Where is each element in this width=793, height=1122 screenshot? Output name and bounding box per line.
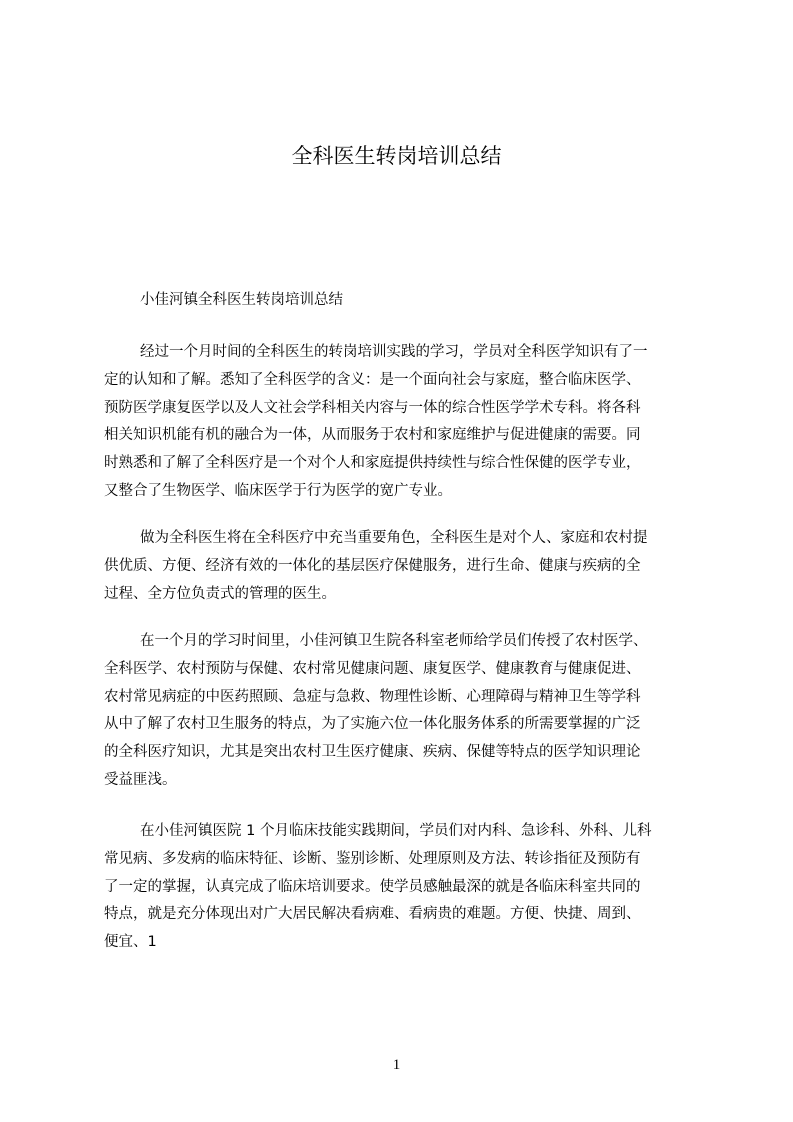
paragraph-line: 在小佳河镇医院 1 个月临床技能实践期间，学员们对内科、急诊科、外科、儿科 — [140, 823, 652, 839]
paragraph-1 — [104, 342, 704, 509]
paragraph-line: 相关知识机能有机的融合为一体，从而服务于农村和家庭维护与促进健康的需要。同 — [104, 427, 641, 444]
paragraph-4 — [104, 821, 704, 960]
paragraph-line: 从中了解了农村卫生服务的特点，为了实施六位一体化服务体系的所需要掌握的广泛 — [104, 716, 641, 733]
paragraph-line: 便宜、1 — [104, 934, 157, 951]
page-number: 1 — [392, 1057, 401, 1073]
paragraph-line: 预防医学康复医学以及人文社会学科相关内容与一体的综合性医学学术专科。将各科 — [104, 399, 641, 416]
paragraph-line: 经过一个月时间的全科医生的转岗培训实践的学习，学员对全科医学知识有了一 — [140, 344, 648, 360]
paragraph-line: 在一个月的学习时间里，小佳河镇卫生院各科室老师给学员们传授了农村医学、 — [140, 633, 648, 649]
paragraph-line: 受益匪浅。 — [104, 771, 177, 788]
paragraph-3 — [104, 631, 704, 798]
paragraph-line: 的全科医疗知识，尤其是突出农村卫生医疗健康、疾病、保健等特点的医学知识理论 — [104, 744, 641, 761]
paragraph-line: 全科医学、农村预防与保健、农村常见健康问题、康复医学、健康教育与健康促进、 — [104, 660, 641, 677]
paragraph-line: 常见病、多发病的临床特征、诊断、鉴别诊断、处理原则及方法、转诊指征及预防有 — [104, 850, 641, 867]
paragraph-line: 了一定的掌握，认真完成了临床培训要求。使学员感触最深的就是各临床科室共同的 — [104, 878, 641, 895]
paragraph-line: 过程、全方位负责式的管理的医生。 — [104, 585, 336, 602]
paragraph-line: 特点，就是充分体现出对广大居民解决看病难、看病贵的难题。方便、快捷、周到、 — [104, 906, 641, 923]
paragraph-line: 做为全科医生将在全科医疗中充当重要角色，全科医生是对个人、家庭和农村提 — [140, 530, 648, 546]
paragraph-line: 定的认知和了解。悉知了全科医学的含义：是一个面向社会与家庭，整合临床医学、 — [104, 371, 641, 388]
paragraph-line: 供优质、方便、经济有效的一体化的基层医疗保健服务，进行生命、健康与疾病的全 — [104, 557, 641, 574]
document-subtitle: 小佳河镇全科医生转岗培训总结 — [140, 292, 343, 308]
paragraph-line: 农村常见病症的中医药照顾、急症与急救、物理性诊断、心理障碍与精神卫生等学科 — [104, 688, 641, 705]
paragraph-line: 又整合了生物医学、临床医学于行为医学的宽广专业。 — [104, 482, 452, 499]
paragraph-line: 时熟悉和了解了全科医疗是一个对个人和家庭提供持续性与综合性保健的医学专业， — [104, 455, 641, 472]
paragraph-2 — [104, 528, 704, 611]
page-title: 全科医生转岗培训总结 — [291, 144, 502, 168]
